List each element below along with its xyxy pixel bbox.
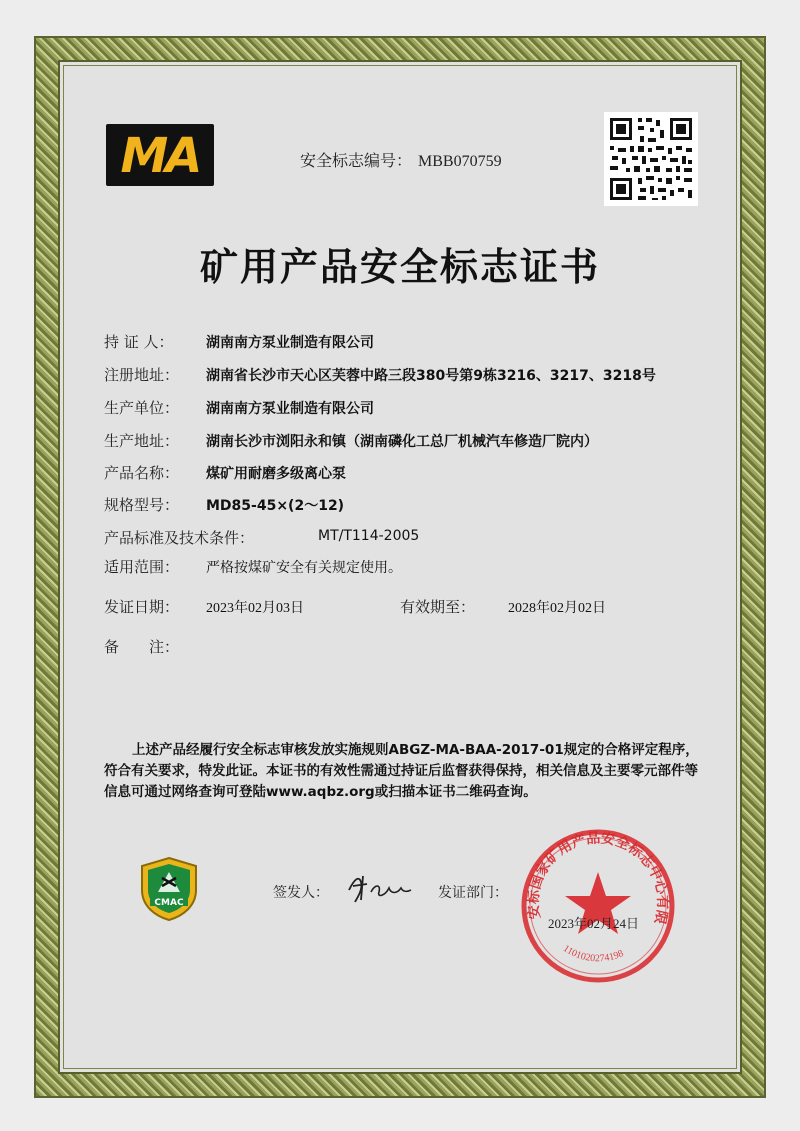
stamp-ring-text: 安标国家矿用产品安全标志中心有限	[525, 830, 671, 926]
product-name-label: 产品名称：	[104, 464, 180, 482]
stamp-date: 2023年02月24日	[548, 916, 640, 931]
standard-value: MT/T114-2005	[318, 528, 420, 544]
manufacturer-label: 生产单位：	[104, 399, 180, 417]
ma-logo	[106, 124, 214, 186]
valid-until-value: 2028年02月02日	[508, 601, 606, 616]
qr-code-icon[interactable]	[604, 112, 698, 206]
scope-label: 适用范围：	[104, 558, 180, 576]
ma-logo-text: MA	[120, 128, 200, 184]
issue-date-value: 2023年02月03日	[206, 601, 304, 616]
manufacturer-value: 湖南南方泵业制造有限公司	[206, 401, 374, 417]
signature	[345, 868, 415, 912]
cert-number	[300, 148, 502, 171]
certificate-title: 矿用产品安全标志证书	[199, 245, 600, 289]
scope-value: 严格按煤矿安全有关规定使用。	[206, 560, 402, 576]
model-label: 规格型号：	[104, 496, 180, 514]
issue-date-label: 发证日期：	[104, 598, 180, 616]
standard-label: 产品标准及技术条件：	[104, 529, 255, 547]
production-address-value: 湖南长沙市浏阳永和镇（湖南磷化工总厂机械汽车修造厂院内）	[206, 434, 598, 450]
production-address-label: 生产地址：	[104, 432, 180, 450]
holder-label: 持 证 人：	[104, 333, 174, 351]
reg-address-value: 湖南省长沙市天心区芙蓉中路三段380号第9栋3216、3217、3218号	[206, 368, 656, 384]
model-value: MD85-45×(2～12)	[206, 498, 345, 514]
cert-number-value: MBB070759	[418, 153, 502, 170]
cmac-badge-icon	[138, 856, 200, 926]
holder-value: 湖南南方泵业制造有限公司	[206, 335, 374, 351]
remarks-label: 备 注：	[104, 638, 180, 656]
product-name-value: 煤矿用耐磨多级离心泵	[206, 466, 346, 482]
stamp-number: 1101020274198	[560, 943, 626, 965]
signer-label: 签发人：	[273, 885, 329, 901]
official-seal	[518, 826, 678, 990]
cmac-badge-text: CMAC	[154, 898, 184, 908]
cert-number-label: 安全标志编号：	[300, 151, 413, 170]
reg-address-label: 注册地址：	[104, 366, 180, 384]
valid-until-label: 有效期至：	[400, 598, 476, 616]
issuer-label: 发证部门：	[438, 885, 508, 901]
certificate-statement: 上述产品经履行安全标志审核发放实施规则ABGZ-MA-BAA-2017-01规定的合格评定程序，符合有关要求，特发此证。本证书的有效性需通过持证后监督获得保持，相关信息及主要零元部件等信息可通过网络查询可登陆www.aqbz.org或扫描本证书二维码查询。	[104, 742, 699, 800]
